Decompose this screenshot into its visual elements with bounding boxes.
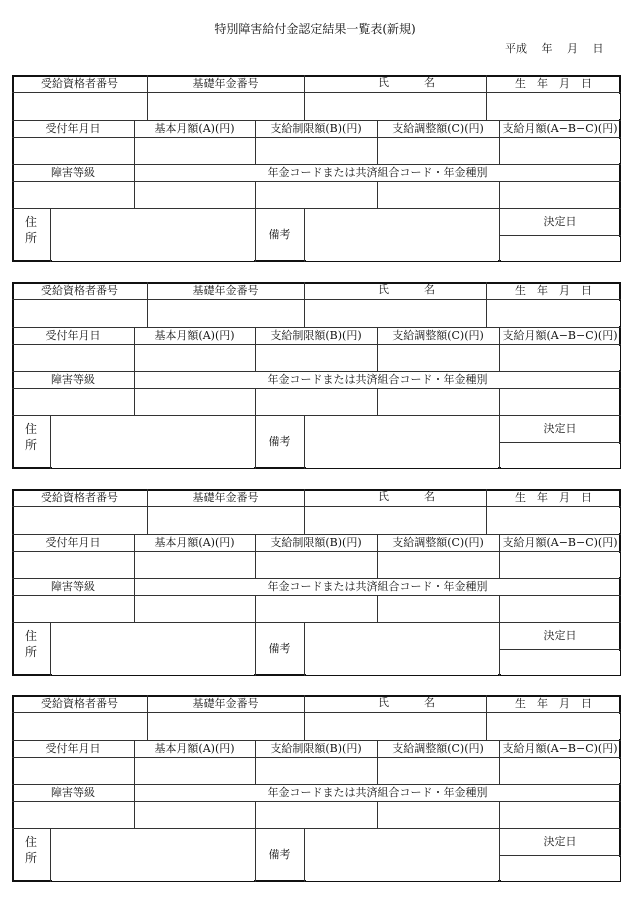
remarks-field[interactable] [306,830,498,881]
decision-date-field-cell [501,857,620,881]
address-field[interactable] [52,830,254,881]
pension-no-field-cell [149,714,303,739]
label-pension-code: 年金コードまたは共済組合コード・年金種別 [267,165,488,179]
pension-code-field-3-cell [379,597,498,621]
label-address-sho: 所 [24,231,37,245]
birth-date-field[interactable] [488,508,620,533]
pension-code-field-1[interactable] [136,390,254,414]
payment-adjust-field[interactable] [379,346,498,370]
label-disability-grade: 障害等級 [51,785,95,799]
disability-grade-field-cell [14,390,133,414]
base-monthly-field-cell [136,553,254,577]
label-pension-no: 基礎年金番号 [192,696,259,710]
pension-code-field-1-cell [136,597,254,621]
payment-monthly-field[interactable] [501,759,620,783]
label-address-ju: 住 [24,422,37,436]
remarks-field-cell [306,624,498,675]
label-remarks: 備考 [268,848,291,861]
record-block-2 [12,282,621,469]
label-decision-date: 決定日 [543,421,577,435]
recipient-no-field[interactable] [14,94,146,119]
label-base-monthly: 基本月額(A)(円) [154,328,235,342]
payment-limit-field-cell [257,139,376,163]
address-field-cell [52,830,254,881]
label-recipient-no: 受給資格者番号 [41,76,118,90]
disability-grade-field-cell [14,183,133,207]
label-payment-monthly: 支給月額(A−B−C)(円) [502,328,618,342]
label-remarks: 備考 [268,642,291,655]
label-name-mei: 名 [424,696,435,709]
decision-date-field-cell [501,237,620,261]
payment-monthly-field-cell [501,346,620,370]
decision-date-field[interactable] [501,444,620,468]
label-pension-code: 年金コードまたは共済組合コード・年金種別 [267,579,488,593]
pension-no-field[interactable] [149,301,303,326]
label-payment-monthly: 支給月額(A−B−C)(円) [502,121,618,135]
disability-grade-field[interactable] [14,390,133,414]
label-name-shi: 氏 [378,283,389,296]
address-field[interactable] [52,624,254,675]
report-date: 平成 年 月 日 [505,42,604,55]
payment-monthly-field-cell [501,139,620,163]
label-address-sho: 所 [24,645,37,659]
label-name-shi: 氏 [378,490,389,503]
pension-code-field-2-cell [257,803,376,827]
label-receipt-date: 受付年月日 [45,121,101,135]
pension-code-field-2-cell [257,183,376,207]
label-base-monthly: 基本月額(A)(円) [154,121,235,135]
name-field[interactable] [306,714,485,739]
label-base-monthly: 基本月額(A)(円) [154,535,235,549]
pension-no-field[interactable] [149,508,303,533]
pension-code-field-1-cell [136,390,254,414]
pension-code-field-3[interactable] [379,390,498,414]
base-monthly-field[interactable] [136,346,254,370]
recipient-no-field-cell [14,714,146,739]
label-payment-adjust: 支給調整額(C)(円) [392,328,484,342]
pension-code-field-2-cell [257,390,376,414]
decision-date-field[interactable] [501,237,620,261]
payment-limit-field-cell [257,346,376,370]
base-monthly-field-cell [136,139,254,163]
payment-adjust-field[interactable] [379,139,498,163]
payment-monthly-field-cell [501,553,620,577]
label-pension-no: 基礎年金番号 [192,283,259,297]
disability-grade-field[interactable] [14,183,133,207]
pension-code-field-3-cell [379,183,498,207]
name-field-cell [306,301,485,326]
payment-limit-field-cell [257,553,376,577]
birth-date-field-cell [488,714,620,739]
address-field-cell [52,417,254,468]
label-name-mei: 名 [424,283,435,296]
address-field[interactable] [52,210,254,261]
label-payment-limit: 支給制限額(B)(円) [270,535,362,549]
recipient-no-field[interactable] [14,301,146,326]
recipient-no-field-cell [14,94,146,119]
receipt-date-field-cell [14,346,133,370]
payment-limit-field[interactable] [257,139,376,163]
label-name-mei: 名 [424,490,435,503]
label-disability-grade: 障害等級 [51,372,95,386]
payment-adjust-field-cell [379,759,498,783]
disability-grade-field[interactable] [14,597,133,621]
label-address-sho: 所 [24,438,37,452]
receipt-date-field[interactable] [14,346,133,370]
label-payment-adjust: 支給調整額(C)(円) [392,741,484,755]
payment-monthly-field[interactable] [501,139,620,163]
birth-date-field[interactable] [488,301,620,326]
receipt-date-field[interactable] [14,759,133,783]
pension-no-field[interactable] [149,714,303,739]
remarks-field-cell [306,830,498,881]
remarks-field-cell [306,210,498,261]
payment-limit-field[interactable] [257,553,376,577]
label-recipient-no: 受給資格者番号 [41,283,118,297]
label-remarks: 備考 [268,435,291,448]
label-payment-monthly: 支給月額(A−B−C)(円) [502,535,618,549]
label-name-shi: 氏 [378,696,389,709]
decision-date-field-cell [501,444,620,468]
payment-adjust-field-cell [379,139,498,163]
base-monthly-field[interactable] [136,139,254,163]
pension-code-field-3-cell [379,390,498,414]
payment-limit-field-cell [257,759,376,783]
label-remarks: 備考 [268,228,291,241]
label-pension-code: 年金コードまたは共済組合コード・年金種別 [267,785,488,799]
birth-date-field[interactable] [488,94,620,119]
remarks-field-cell [306,417,498,468]
payment-adjust-field[interactable] [379,759,498,783]
payment-monthly-field[interactable] [501,346,620,370]
pension-code-field-2[interactable] [257,183,376,207]
base-monthly-field-cell [136,759,254,783]
address-field-cell [52,624,254,675]
base-monthly-field[interactable] [136,553,254,577]
receipt-date-field-cell [14,139,133,163]
label-birth-date: 生 年 月 日 [515,76,592,90]
pension-code-field-3[interactable] [379,183,498,207]
recipient-no-field[interactable] [14,508,146,533]
label-disability-grade: 障害等級 [51,165,95,179]
label-address-ju: 住 [24,835,37,849]
label-decision-date: 決定日 [543,214,577,228]
pension-code-field-1[interactable] [136,597,254,621]
name-field[interactable] [306,94,485,119]
name-field-cell [306,508,485,533]
birth-date-field-cell [488,508,620,533]
name-field[interactable] [306,508,485,533]
label-receipt-date: 受付年月日 [45,328,101,342]
birth-date-field-cell [488,94,620,119]
base-monthly-field-cell [136,346,254,370]
remarks-field[interactable] [306,624,498,675]
label-address-ju: 住 [24,215,37,229]
disability-grade-field[interactable] [14,803,133,827]
payment-limit-field[interactable] [257,346,376,370]
label-pension-code: 年金コードまたは共済組合コード・年金種別 [267,372,488,386]
label-birth-date: 生 年 月 日 [515,490,592,504]
recipient-no-field[interactable] [14,714,146,739]
record-block-4 [12,695,621,882]
label-payment-adjust: 支給調整額(C)(円) [392,535,484,549]
pension-code-field-1-cell [136,183,254,207]
remarks-field[interactable] [306,210,498,261]
name-field-cell [306,714,485,739]
payment-monthly-field[interactable] [501,553,620,577]
pension-code-field-3[interactable] [379,803,498,827]
receipt-date-field-cell [14,553,133,577]
pension-code-field-3-cell [379,803,498,827]
label-receipt-date: 受付年月日 [45,535,101,549]
pension-no-field-cell [149,508,303,533]
label-receipt-date: 受付年月日 [45,741,101,755]
record-block-1 [12,75,621,262]
disability-grade-field-cell [14,803,133,827]
receipt-date-field[interactable] [14,553,133,577]
label-payment-adjust: 支給調整額(C)(円) [392,121,484,135]
decision-date-field[interactable] [501,857,620,881]
decision-date-field-cell [501,651,620,675]
birth-date-field[interactable] [488,714,620,739]
label-address-ju: 住 [24,629,37,643]
pension-no-field-cell [149,301,303,326]
label-decision-date: 決定日 [543,834,577,848]
label-payment-limit: 支給制限額(B)(円) [270,328,362,342]
recipient-no-field-cell [14,301,146,326]
pension-code-field-2[interactable] [257,803,376,827]
pension-code-field-3[interactable] [379,597,498,621]
name-field[interactable] [306,301,485,326]
label-birth-date: 生 年 月 日 [515,696,592,710]
label-recipient-no: 受給資格者番号 [41,490,118,504]
pension-code-field-1[interactable] [136,803,254,827]
pension-code-field-1-cell [136,803,254,827]
payment-adjust-field[interactable] [379,553,498,577]
label-pension-no: 基礎年金番号 [192,490,259,504]
payment-monthly-field-cell [501,759,620,783]
label-payment-limit: 支給制限額(B)(円) [270,121,362,135]
pension-code-field-2-cell [257,597,376,621]
label-pension-no: 基礎年金番号 [192,76,259,90]
page-title: 特別障害給付金認定結果一覧表(新規) [214,22,416,36]
label-name-mei: 名 [424,76,435,89]
label-name-shi: 氏 [378,76,389,89]
pension-code-field-2[interactable] [257,390,376,414]
label-birth-date: 生 年 月 日 [515,283,592,297]
pension-no-field[interactable] [149,94,303,119]
address-field-cell [52,210,254,261]
label-address-sho: 所 [24,851,37,865]
pension-code-field-1[interactable] [136,183,254,207]
birth-date-field-cell [488,301,620,326]
label-payment-limit: 支給制限額(B)(円) [270,741,362,755]
label-decision-date: 決定日 [543,628,577,642]
label-base-monthly: 基本月額(A)(円) [154,741,235,755]
payment-adjust-field-cell [379,346,498,370]
disability-grade-field-cell [14,597,133,621]
receipt-date-field[interactable] [14,139,133,163]
name-field-cell [306,94,485,119]
decision-date-field[interactable] [501,651,620,675]
payment-adjust-field-cell [379,553,498,577]
pension-no-field-cell [149,94,303,119]
label-recipient-no: 受給資格者番号 [41,696,118,710]
pension-code-field-2[interactable] [257,597,376,621]
record-block-3 [12,489,621,676]
payment-limit-field[interactable] [257,759,376,783]
label-disability-grade: 障害等級 [51,579,95,593]
receipt-date-field-cell [14,759,133,783]
base-monthly-field[interactable] [136,759,254,783]
address-field[interactable] [52,417,254,468]
label-payment-monthly: 支給月額(A−B−C)(円) [502,741,618,755]
recipient-no-field-cell [14,508,146,533]
remarks-field[interactable] [306,417,498,468]
